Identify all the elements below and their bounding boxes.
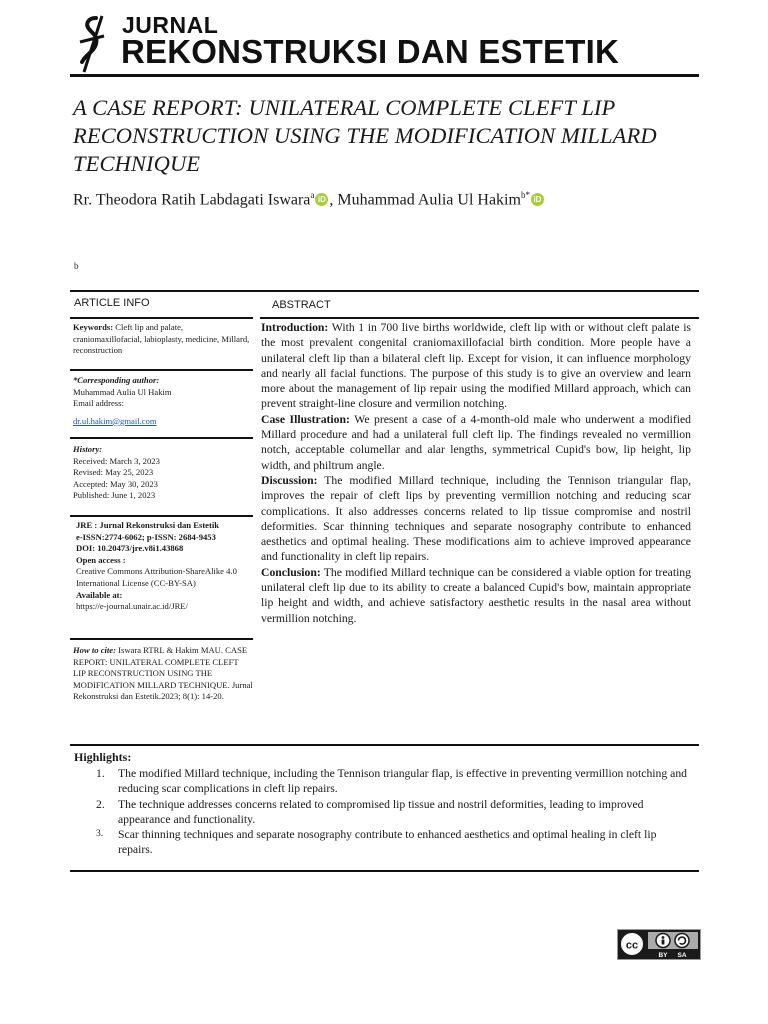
received-date: Received: March 3, 2023 (73, 455, 160, 466)
author-2-name: Muhammad Aulia Ul Hakim (337, 191, 521, 209)
list-item (96, 797, 694, 828)
journal-name-line2: REKONSTRUKSI DAN ESTETIK (121, 33, 619, 70)
abstract-introduction (261, 320, 691, 412)
abstract-discussion (261, 473, 691, 565)
list-item (96, 827, 694, 858)
list-item-text: The modified Millard technique, including the Tennison triangular flap, is effective in preventing vermillion notching and reducing scar complications in cleft lip repairs. (118, 767, 688, 796)
author-2-affiliation: b* (520, 190, 530, 200)
affiliation-marker: b (74, 261, 79, 271)
available-label: Available at: (76, 589, 123, 600)
published-date: Published: June 1, 2023 (73, 490, 156, 501)
journal-logo-icon (76, 14, 110, 74)
cc-by-sa-icon (618, 930, 700, 959)
sidebar-rule (70, 638, 253, 640)
highlights-bottom-rule (70, 870, 699, 872)
info-top-rule (70, 290, 699, 292)
author-separator: , (329, 191, 338, 209)
open-access-label: Open access : (76, 554, 126, 565)
conclusion-label: Conclusion: (261, 565, 321, 579)
corresponding-name: Muhammad Aulia Ul Hakim (73, 386, 172, 397)
cc-license-badge[interactable] (617, 929, 701, 960)
conclusion-text: The modified Millard technique can be considered a viable option for treating unilateral cleft lip due to its ability to create a balanced Cupid's bow, maintain appropriate lip height and width, and achieve satisfactory aesthetic results in the nasal area without vermillion notching. (261, 565, 691, 625)
article-title: A CASE REPORT: UNILATERAL COMPLETE CLEFT LIP RECONSTRUCTION USING THE MODIFICATION MILLARD TECHNIQUE (73, 95, 657, 176)
masthead-rule (70, 74, 699, 77)
corresponding-label: *Corresponding author: (73, 375, 160, 385)
issn-text: e-ISSN:2774-6062; p-ISSN: 2684-9453 (76, 531, 216, 542)
sidebar-rule (70, 515, 253, 517)
keywords-block (73, 322, 253, 357)
list-item-text: Scar thinning techniques and separate nosography contribute to enhanced aesthetics and optimal healing in cleft lip repairs. (118, 828, 657, 857)
author-1-name: Rr. Theodora Ratih Labdagati Iswara (73, 191, 311, 209)
abstract-case (261, 412, 691, 473)
abstract-conclusion (261, 565, 691, 626)
sidebar-rule (70, 369, 253, 371)
keywords-label: Keywords: (73, 322, 114, 332)
discussion-label: Discussion: (261, 473, 318, 487)
cc-by-label: BY (658, 952, 668, 959)
highlights-heading: Highlights: (74, 750, 132, 764)
svg-text:cc: cc (625, 939, 639, 952)
sidebar-rule (70, 437, 253, 439)
cc-sa-label: SA (677, 952, 687, 959)
list-item (96, 766, 694, 797)
info-sub-rule (70, 317, 253, 319)
history-label: History: (73, 444, 103, 454)
orcid-icon[interactable]: iD (531, 193, 544, 206)
abstract-body (261, 320, 691, 626)
abstract-heading: ABSTRACT (272, 299, 331, 311)
discussion-text: The modified Millard technique, including the Tennison triangular flap, improves the repair of cleft lips by preventing vermillion notching and reducing scar complications. It also addresses concerns related to lip tissue compromise and nostril deformities. Scar thinning techniques and separate nosography contribute to enhanced aesthetics and optimal healing. These modifications aim to achieve improved appearance and functionality in cleft lip repairs. (261, 473, 691, 564)
cite-text: Iswara RTRL & Hakim MAU. CASE REPORT: UNILATERAL COMPLETE CLEFT LIP RECONSTRUCTION USING THE MODIFICATION MILLARD TECHNIQUE. Jurnal Rekonstruksi dan Estetik.2023; 8(1): 14-20. (73, 645, 253, 702)
email-link[interactable]: dr.ul.hakim@gmail.com (73, 415, 157, 426)
case-text: We present a case of a 4-month-old male who underwent a modified Millard procedure and had a unilateral full cleft lip. The findings revealed no vermillion notch, acceptable columellar and alar lengths, symmetrical Cupid's bow, lip height, lip width, and philtrum angle. (261, 412, 691, 472)
jre-label: JRE : Jurnal Rekonstruksi dan Estetik (76, 520, 220, 530)
list-item-number: 1. (96, 767, 105, 780)
highlights-list (96, 766, 694, 858)
highlights-top-rule (70, 744, 699, 746)
introduction-label: Introduction: (261, 321, 329, 334)
journal-name-line1: JURNAL (122, 12, 219, 38)
doi-text[interactable]: DOI: 10.20473/jre.v8i1.43868 (76, 543, 184, 554)
keywords-text: Cleft lip and palate, craniomaxillofacial, labioplasty, medicine, Millard, reconstruction (73, 322, 250, 356)
article-info-heading: ARTICLE INFO (74, 297, 150, 309)
list-item-number: 3. (96, 829, 104, 840)
license-text: Creative Commons Attribution-ShareAlike 4.0 International License (CC-BY-SA) (76, 566, 237, 588)
citation-block (73, 645, 253, 703)
introduction-text: With 1 in 700 live births worldwide, cleft lip with or without cleft palate is the most prevalent congenital craniomaxillofacial birth condition. More people have a unilateral cleft lip than a bilateral cleft lip. Except for vision, it can influence morphology and nearly all facial functions. The purpose of this study is to give an overview and learn more about the management of lip repair using the modified Millard approach, which can prevent straight-line closure and vermilion notching. (261, 321, 691, 411)
email-label: Email address: (73, 398, 124, 409)
journal-info-block (76, 520, 252, 613)
history-block (73, 444, 253, 502)
corresponding-block (73, 375, 253, 427)
list-item-text: The technique addresses concerns related to compromised lip tissue and nostril deformities, leading to improved appearance and functionality. (118, 797, 644, 826)
author-1-affiliation: a (310, 190, 315, 200)
case-label: Case Illustration: (261, 412, 350, 426)
accepted-date: Accepted: May 30, 2023 (73, 478, 158, 489)
abstract-sub-rule (260, 317, 699, 319)
orcid-icon[interactable]: iD (315, 193, 328, 206)
revised-date: Revised: May 25, 2023 (73, 467, 154, 478)
journal-url[interactable]: https://e-journal.unair.ac.id/JRE/ (76, 601, 188, 612)
cite-label: How to cite: (73, 645, 116, 655)
author-list (73, 190, 693, 209)
list-item-number: 2. (96, 797, 105, 811)
